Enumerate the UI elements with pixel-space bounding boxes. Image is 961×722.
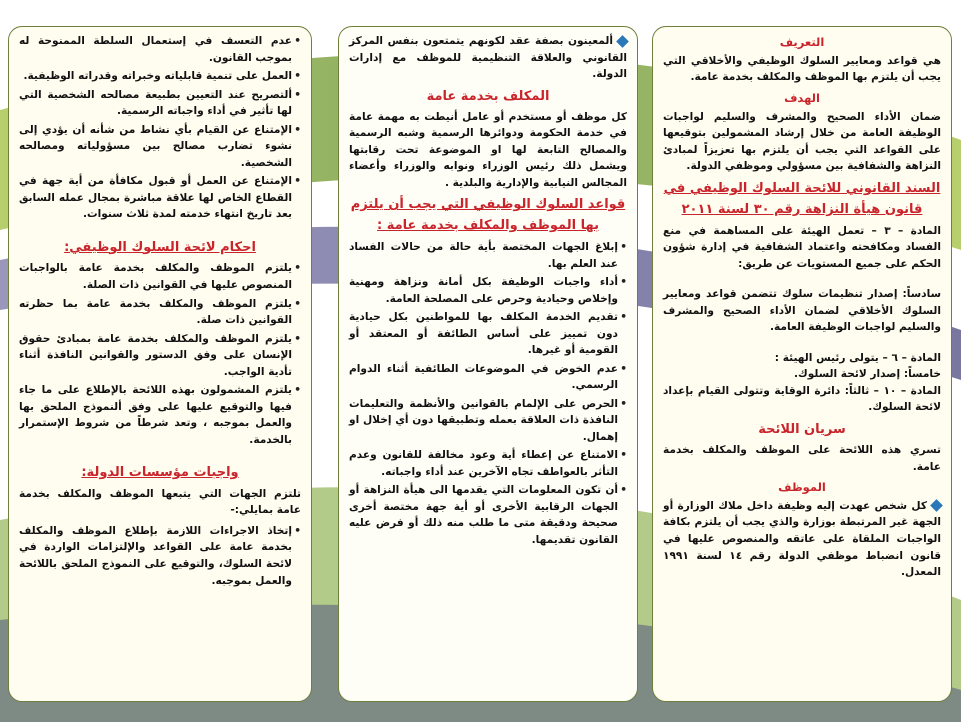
list-item: • الامتناع عن إعطاء أية وعود مخالفة للقانون وعدم التأثر بالعواطف تجاه الآخرين عند أداء واجباته. [349, 447, 627, 480]
article-3-text: المادة – ٣ – تعمل الهيئة على المساهمة في منع الفساد ومكافحته واعتماد الشفافية في إدارة شؤون الحكم على جميع المستويات عن طريق: [663, 224, 941, 270]
list-item: • أداء واجبات الوظيفة بكل أمانة ونزاهة ومهنية وإخلاص وحيادية وحرص على المصلحة العامة. [349, 274, 627, 307]
definition-text: هي قواعد ومعايير السلوك الوظيفي والأخلاقي التي يجب أن يلتزم بها الموظف والمكلف بخدمة عامة. [663, 54, 941, 84]
intro-paragraph [349, 33, 627, 83]
scope-title: سريان اللائحة [758, 421, 846, 437]
goal-title: الهدف [784, 90, 820, 105]
legal-basis-title: السند القانوني للائحة السلوك الوظيفي في قانون هيأة النزاهة رقم ٣٠ لسنة ٢٠١١ [663, 180, 941, 217]
list-item: • عدم الخوض في الموضوعات الطائفية أثناء الدوام الرسمي. [349, 361, 627, 394]
diamond-bullet-icon [616, 35, 629, 48]
employee-text: كل شخص عهدت إليه وظيفة داخل ملاك الوزارة أو الجهة غير المرتبطة بوزارة والذي يجب أن يلتزم بكافة الواجبات الملقاة على عاتقه والمنصوص عليها في قانون انضباط موظفي الدولة رقم ١٤ لسنة ١٩٩١ المعدل. [663, 499, 942, 579]
scope-text: تسري هذه اللائحة على الموظف والمكلف بخدمة عامة. [663, 443, 941, 473]
employee-paragraph [663, 498, 941, 581]
conduct-rules-list [349, 239, 627, 548]
employee-title: الموظف [778, 480, 826, 495]
state-duties-list [19, 523, 301, 589]
provisions-title: احكام لائحة السلوك الوظيفي: [64, 239, 256, 255]
list-item: • إبلاغ الجهات المختصة بأية حالة من حالات الفساد عند العلم بها. [349, 239, 627, 272]
state-duties-text: تلتزم الجهات التي يتبعها الموظف والمكلف بخدمة عامة بمايلي:- [19, 487, 301, 517]
definition-title: التعريف [779, 35, 825, 49]
goal-text: ضمان الأداء الصحيح والمشرف والسليم لواجبات الوظيفة العامة من خلال إرشاد المشمولين بتوقيعها على القواعد التي يجب أن يلتزم بها تعزيزاً لمبادئ النزاهة والشفافية بين مسؤولي وموظفي الدولة. [663, 110, 941, 173]
provisions-list [19, 260, 301, 448]
list-item: • عدم التعسف في إستعمال السلطة الممنوحة له بموجب القانون. [19, 33, 301, 66]
conduct-rules-continued [19, 33, 301, 223]
fifth-clause: خامساً: إصدار لائحة السلوك. [794, 368, 941, 381]
list-item: • يلتزم الموظف والمكلف بخدمة عامة بمبادئ حقوق الإنسان على وفق الدستور والقوانين النافذة أثناء تأدية الواجب. [19, 331, 301, 381]
list-item: • أن تكون المعلومات التي يقدمها الى هيأة النزاهة أو الجهات الرقابية الأخرى أو أية جهة مختصة أخرى صحيحة ودقيقة متى ما طلب منه ذلك أو فرض عليه القانون تقديمها. [349, 482, 627, 548]
public-servant-text: كل موظف أو مستخدم أو عامل أنيطت به مهمة عامة في خدمة الحكومة ودوائرها الرسمية وشبه الرسمية والمصالح التابعة لها او الموضوعة تحت رقابتها ويشمل ذلك رئيس الوزراء ونوابه والوزراء وأعضاء المجالس النيابية والإدارية والبلدية . [349, 110, 627, 189]
middle-panel [338, 26, 638, 702]
list-item: • العمل على تنمية قابلياته وخبراته وقدراته الوظيفية. [19, 68, 301, 85]
list-item: • إتخاذ الاجراءات اللازمة بإطلاع الموظف والمكلف بخدمة عامة على القواعد والإلتزامات الواردة في لائحة السلوك، والتوقيع على النموذج الملحق باللائحة والعمل بموجبه. [19, 523, 301, 589]
list-item: • يلتزم المشمولون بهذه اللائحة بالإطلاع على ما جاء فيها والتوقيع عليها على وفق ألنموذج الملحق بها والعمل بموجبه ، وتعد شرطاً من شروط الإستمرار بالخدمة. [19, 382, 301, 448]
article-10-text: المادة – ١٠ – ثالثاً: دائرة الوقاية وتتولى القيام بإعداد لائحة السلوك. [663, 384, 941, 414]
list-item: • الحرص على الإلمام بالقوانين والأنظمة والتعليمات النافذة ذات العلاقة بعمله وتطبيقها دون أي إخلال او إهمال. [349, 396, 627, 446]
state-duties-title: واجبات مؤسسات الدولة: [81, 465, 239, 481]
list-item: • يلتزم الموظف والمكلف بخدمة عامة بالواجبات المنصوص عليها في القوانين ذات الصلة. [19, 260, 301, 293]
intro-text: ألمعينون بصفة عقد لكونهم يتمتعون بنفس المركز القانوني والعلاقة التنظيمية للموظف مع إدارات الدولة. [349, 35, 627, 81]
list-item: • الإمتناع عن القيام بأي نشاط من شأنه أن يؤدي إلى نشوء تضارب مصالح بين مسؤولياته ومصالحه الشخصية. [19, 122, 301, 172]
diamond-bullet-icon [930, 500, 943, 513]
list-item: • يلتزم الموظف والمكلف بخدمة عامة بما حظرته القوانين ذات صلة. [19, 296, 301, 329]
list-item: • الإمتناع عن العمل أو قبول مكافأة من أية جهة في القطاع الخاص لها علاقة مباشرة بمجال عمله السابق بعد تاريخ انتهاء خدمته لمدة ثلاث سنوات. [19, 173, 301, 223]
conduct-rules-title: قواعد السلوك الوظيفي التي يجب أن يلتزم بها الموظف والمكلف بخدمة عامة : [350, 197, 626, 234]
list-item: • ألتصريح عند التعيين بطبيعة مصالحه الشخصية التي لها تأثير في أداء واجباته الرسمية. [19, 87, 301, 120]
public-servant-title: المكلف بخدمة عامة [426, 88, 550, 104]
list-item: • تقديم الخدمة المكلف بها للمواطنين بكل حيادية دون تمييز على أساس الطائفة أو المعتقد أو القومية أو غيرها. [349, 309, 627, 359]
sixth-clause: سادساً: إصدار تنظيمات سلوك تتضمن قواعد ومعايير السلوك الأخلاقي لضمان الأداء الصحيح والمشرف والسليم لواجبات الوظيفة العامة. [663, 288, 941, 334]
article-6-text: المادة – ٦ – يتولى رئيس الهيئة : [774, 351, 941, 364]
right-panel [652, 26, 952, 702]
left-panel [8, 26, 312, 702]
